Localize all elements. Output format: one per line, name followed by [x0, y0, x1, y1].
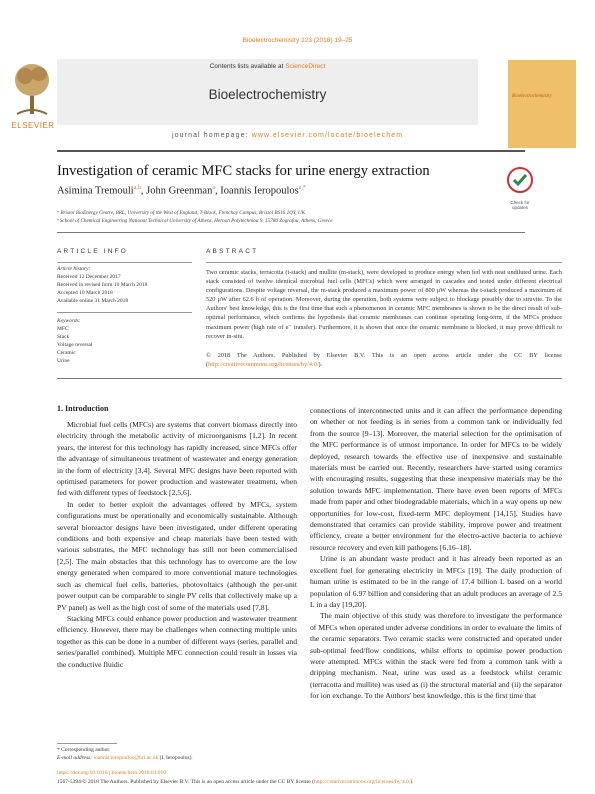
corresponding-note: * Corresponding author.	[57, 747, 111, 753]
paragraph: Urine is an abundant waste product and it has already been reported as an excellent fuel for generating electricity in MFCs [19]. The daily production of human urine is estimated to be in the range of 17.4 billion L based on a world population of 6.97 billion and considering that an adult produces an average of 2.5 L in a day [19,20].	[310, 554, 562, 609]
email-link[interactable]: ioannis.ieropoulos@brl.ac.uk	[93, 755, 159, 761]
issn-license-line	[57, 779, 414, 785]
keyword-item[interactable]: MFC	[57, 326, 69, 332]
keyword-item[interactable]: Ceramic	[57, 350, 76, 356]
author-name[interactable]: Asimina Tremouli	[57, 185, 134, 197]
license-link[interactable]: http://creativecommons.org/licenses/by/4.0/	[208, 361, 319, 369]
contents-prefix: Contents lists available at	[209, 63, 286, 70]
copyright-end: ).	[318, 361, 323, 369]
paragraph: connections of interconnected units and it can affect the performance depending on whether or not feeding is in series from a common tank or individually fed from the source [9–13]. Moreover, the material selection for the optimisation of the MFC performance is of utmost importance. In order for MFCs to be widely deployed, research towards the effective use of inexpensive and sustainable materials must be carried out. Recently, researchers have started using ceramics with encouraging results, suggesting that these inexpensive materials may be the solution towards MFC implementation. There have even been reports of MFCs made from paper and other biodegradable materials, which in a way opens up new opportunities for low-cost, fixed-term MFC deployment [14,15]. Studies have demonstrated that ceramics can provide stability, improve power and treatment efficiency, create a better environment for the electro-active bacteria to achieve resource recovery and even kill pathogens [6,16–18].	[310, 406, 562, 552]
email-note	[57, 755, 193, 761]
left-column	[57, 419, 297, 670]
history-item: Received 12 December 2017	[57, 274, 121, 280]
paragraph: Stacking MFCs could enhance power production and wastewater treatment efficiency. However, there may be challenges when connecting multiple units together as this can be done in a number of different ways (series, parallel and series/parallel combined). Multiple MFC connection could result in losses via the conductive fluidic	[57, 613, 297, 669]
bottom-license-link[interactable]: http://creativecommons.org/licenses/by/4.0/	[313, 779, 411, 785]
article-title: Investigation of ceramic MFC stacks for urine energy extraction	[57, 163, 430, 179]
homepage-link[interactable]: www.elsevier.com/locate/bioelechem	[251, 132, 404, 139]
paragraph: Microbial fuel cells (MFCs) are systems that convert biomass directly into electricity through the metabolic activity of microorganisms [1,2]. In recent years, the interest for this technology has rapidly increased, since MFCs offer the advantage of simultaneous treatment of wastewater and energy generation in the form of electricity [3,4]. Several MFC designs have been reported with optimised parameters for power production and wastewater treatment, when fed with different types of feedstock [2,5,6].	[57, 420, 297, 498]
history-label: Article history:	[57, 266, 91, 272]
section-heading: 1. Introduction	[57, 404, 109, 413]
abstract-text: Two ceramic stacks, terracotta (t-stack) and mullite (m-stack), were developed to produce energy when fed with neat undiluted urine. Each stack consisted of twelve identical microbial fuel cells (MFCs) which were arranged in cascades and tested under different electrical configurations. Despite voltage reversal, the m-stack produced a maximum power of 800 μW whereas the t-stack produced a maximum of 520 μW after 62.6 h of operation. Moreover, during the operation, both systems were subject to blockage possibly due to struvite. To the Authors' best knowledge, this is the first time that such a phenomenon in ceramic MFC membranes is shown to be the direct result of sub-optimal performance, which confirms the hypothesis that ceramic membranes can continue operating long-term, if the MFCs produce maximum power (high rate of e⁻ transfer). Furthermore, it is shown that once the ceramic membrane is blocked, it may prove difficult to recover in-situ.	[206, 269, 562, 340]
keyword-item[interactable]: Stack	[57, 334, 70, 340]
footnote-rule	[57, 743, 117, 744]
header-rule	[57, 150, 525, 152]
email-owner: (I. Ieropoulos).	[158, 755, 193, 761]
article-info-rule	[57, 262, 192, 263]
journal-citation[interactable]: Bioelectrochemistry 123 (2018) 19–25	[242, 37, 353, 44]
check-for-updates-icon[interactable]	[506, 166, 534, 202]
affiliation-a: ᵃ Bristol BioEnergy Centre, BRL, University of the West of England, T-Block, Frenchay Campus, Bristol BS16 1QY, UK	[57, 210, 306, 216]
affiliation-marker[interactable]: a,b	[133, 185, 141, 191]
author-name[interactable]: Ioannis Ieropoulos	[220, 185, 299, 197]
sciencedirect-link[interactable]: ScienceDirect	[285, 63, 326, 70]
history-item: Accepted 10 March 2018	[57, 290, 113, 296]
contents-line	[57, 63, 478, 70]
keywords-rule	[57, 312, 192, 313]
abstract-rule	[206, 262, 562, 263]
history-item: Received in revised form 10 March 2018	[57, 282, 148, 288]
doi-link[interactable]: https://doi.org/10.1016/j.bioelechem.2018.03.010	[57, 770, 166, 776]
keyword-item[interactable]: Voltage reversal	[57, 342, 93, 348]
journal-homepage	[172, 132, 403, 139]
keywords-label: Keywords:	[57, 318, 81, 324]
journal-name: Bioelectrochemistry	[208, 87, 327, 102]
affiliation-marker[interactable]: a,*	[298, 185, 306, 191]
author-list: Asimina Tremouli$^{a,b}$, John Greenman$^a$, Ioannis Ieropoulos$^{a,*}$	[57, 185, 306, 197]
affiliation-marker[interactable]: a	[212, 185, 216, 191]
cover-title: Bioelectrochemistry	[512, 94, 553, 99]
abstract-end-rule	[57, 378, 562, 379]
issn-end: ).	[410, 779, 414, 785]
author-name[interactable]: John Greenman	[146, 185, 213, 197]
abstract-heading: ABSTRACT	[206, 248, 259, 255]
elsevier-tree-logo	[12, 60, 52, 124]
history-item: Available online 31 March 2018	[57, 298, 129, 304]
doi-link-line	[57, 770, 166, 776]
right-column	[310, 405, 562, 702]
copyright-text: © 2018 The Authors. Published by Elsevier B.V. This is an open access article under the CC BY license (	[206, 352, 562, 369]
article-info-heading: ARTICLE INFO	[57, 248, 129, 255]
copyright-notice	[206, 351, 562, 369]
journal-cover-image[interactable]	[508, 60, 576, 148]
authors-rule	[57, 232, 525, 233]
paragraph: In order to better exploit the advantages offered by MFCs, system configurations must be operationally and economically sustainable. Although several bioreactor designs have been investigated, under different operating conditions and both expensive and cheap materials have been tested with various substrates, the MFC technology has still not been commercialised [2,5]. The main obstacles that this technology has to overcome are the low energy generated when compared to more conventional mature technologies such as chemical fuel cells, batteries, photovoltaics (although the per-unit power output can be comparable to single PV cells that collectively make up a PV panel) as well as the high cost of some of the materials used [7,8].	[57, 499, 297, 612]
affiliation-b: ᵇ School of Chemical Engineering National Technical University of Athens, Heroon Polytechniou 9, 15780 Zografou, Athens, Greece	[57, 218, 333, 224]
homepage-label: journal homepage:	[172, 132, 252, 139]
keyword-item[interactable]: Urine	[57, 358, 70, 364]
publisher-name: ELSEVIER	[11, 121, 55, 130]
email-label: E-mail address:	[57, 755, 94, 761]
journal-header	[57, 59, 478, 125]
issn-text: 1567-5394/© 2018 The Authors. Published by Elsevier B.V. This is an open access article under the CC BY license (	[57, 779, 314, 785]
paragraph: The main objective of this study was therefore to investigate the performance of MFCs when operated under adverse conditions in order to evaluate the limits of the ceramic separators. Two ceramic stacks were constructed and operated under sub-optimal feed/flow conditions, whilst efforts to optimise power production were attempted. MFCs within the stack were fed from a common tank with a dripping mechanism. Neat, urine was used as a feedstock whilst ceramic (terracotta and mullite) was used as (i) the structural material and (ii) the separator for ion exchange. To the Authors' best knowledge, this is the first time that	[310, 611, 562, 701]
check-for-updates-label: Check for updates	[510, 200, 530, 210]
